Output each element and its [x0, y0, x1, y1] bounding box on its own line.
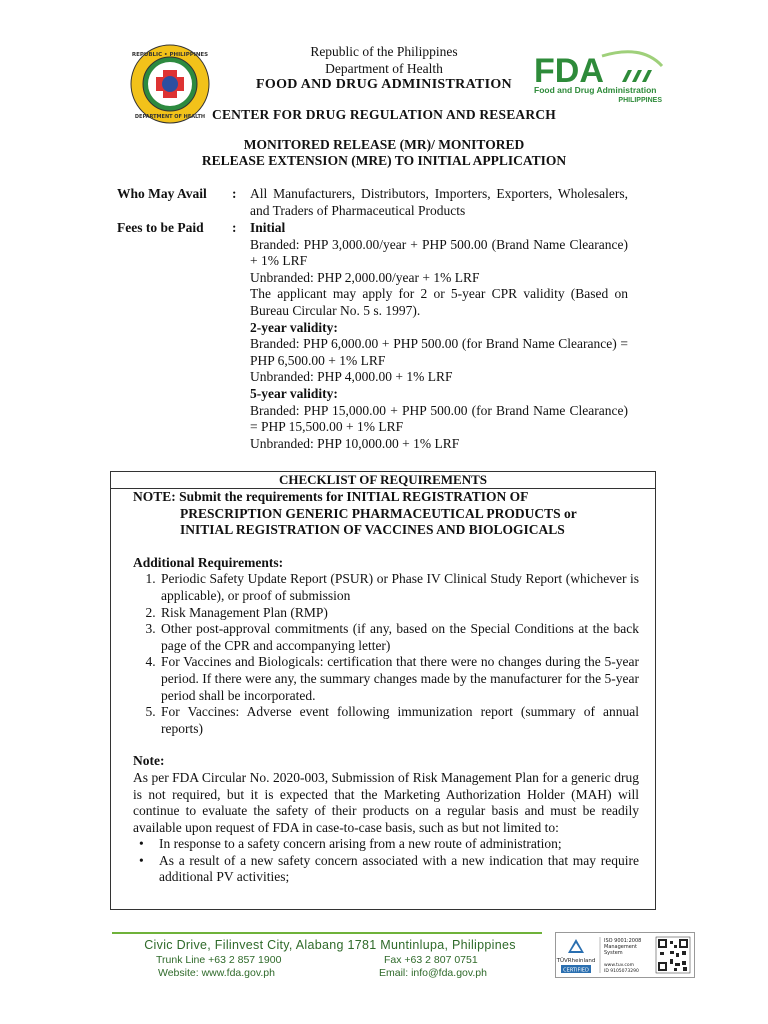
cert-system: System	[604, 950, 623, 956]
iso-certification-badge-icon	[555, 932, 695, 978]
qr-code-icon	[656, 937, 690, 973]
fees-initial-branded: Branded: PHP 3,000.00/year + PHP 500.00 (Brand Name Clearance) + 1% LRF	[250, 236, 628, 269]
document-title-line-1: MONITORED RELEASE (MR)/ MONITORED	[243, 137, 525, 152]
checklist-box	[110, 471, 656, 910]
checklist-note-line-2: PRESCRIPTION GENERIC PHARMACEUTICAL PRODUCTS or	[180, 505, 577, 521]
additional-requirements-heading: Additional Requirements:	[133, 554, 284, 570]
cert-iso: ISO 9001:2008	[604, 938, 642, 944]
cert-body: TÜVRheinland	[556, 958, 596, 964]
fda-logo-name: Food and Drug Administration	[534, 85, 657, 95]
note-bullet-list	[133, 836, 639, 886]
list-item: 4. For Vaccines and Biologicals: certification that there were no changes during the 5-year period. If there were any, the summary changes made by the manufacturer for the 5-year period shall be incorporated.	[159, 654, 639, 704]
seal-ring-bottom: DEPARTMENT OF HEALTH	[134, 114, 206, 120]
seal-ring-top: REPUBLIC • PHILIPPINES	[131, 52, 209, 58]
footer-fax: Fax +63 2 807 0751	[384, 954, 478, 966]
fees-label: Fees to be Paid	[117, 220, 204, 235]
checklist-main-note	[133, 489, 639, 539]
checklist-note-line-1: NOTE: Submit the requirements for INITIAL REGISTRATION OF	[133, 489, 529, 504]
footer-trunk-line: Trunk Line +63 2 857 1900	[156, 954, 282, 966]
fda-logo-country: PHILIPPINES	[618, 97, 662, 104]
list-item: 3. Other post-approval commitments (if any, based on the Special Conditions at the back page of the CPR and accompanying letter)	[159, 621, 639, 654]
footer-address: Civic Drive, Filinvest City, Alabang 1781 Muntinlupa, Philippines	[144, 938, 516, 952]
document-title-line-2: RELEASE EXTENSION (MRE) TO INITIAL APPLICATION	[201, 153, 567, 168]
footer-divider	[112, 932, 542, 934]
list-item: • In response to a safety concern arising from a new route of administration;	[159, 836, 639, 853]
cert-url: www.tuv.com	[604, 963, 635, 968]
fees-value	[250, 220, 628, 452]
list-item: 5. For Vaccines: Adverse event following immunization report (summary of annual reports)	[159, 704, 639, 737]
header-agency: FOOD AND DRUG ADMINISTRATION	[256, 77, 512, 92]
fees-colon: :	[232, 220, 237, 235]
header-department: Department of Health	[325, 61, 443, 76]
fees-initial-unbranded: Unbranded: PHP 2,000.00/year + 1% LRF	[250, 269, 480, 285]
cert-id: ID 9105073290	[604, 969, 639, 974]
checklist-heading: CHECKLIST OF REQUIREMENTS	[111, 472, 655, 489]
fees-two-year-unbranded: Unbranded: PHP 4,000.00 + 1% LRF	[250, 369, 453, 385]
list-item: 1. Periodic Safety Update Report (PSUR) or Phase IV Clinical Study Report (whichever is applicable), or proof of submission	[159, 571, 639, 604]
who-may-avail-value	[250, 186, 628, 219]
note-heading: Note:	[133, 753, 165, 769]
header-republic: Republic of the Philippines	[310, 44, 458, 59]
header-center: CENTER FOR DRUG REGULATION AND RESEARCH	[212, 107, 556, 122]
list-item: 2. Risk Management Plan (RMP)	[159, 605, 639, 622]
fees-validity-note: The applicant may apply for 2 or 5-year CPR validity (Based on Bureau Circular No. 5 s. 1997).	[250, 286, 628, 318]
fees-five-year-unbranded: Unbranded: PHP 10,000.00 + 1% LRF	[250, 435, 460, 451]
list-item: • As a result of a new safety concern associated with a new indication that may require additional PV activities;	[159, 853, 639, 886]
who-may-avail-label: Who May Avail	[117, 186, 207, 201]
footer-website: Website: www.fda.gov.ph	[158, 967, 275, 979]
fees-two-year-branded: Branded: PHP 6,000.00 + PHP 500.00 (for Brand Name Clearance) = PHP 6,500.00 + 1% LRF	[250, 336, 628, 368]
fda-logo-mark: FDA	[534, 52, 604, 90]
fees-five-year-branded: Branded: PHP 15,000.00 + PHP 500.00 (for Brand Name Clearance) = PHP 15,500.00 + 1% LRF	[250, 402, 628, 435]
footer-email: Email: info@fda.gov.ph	[379, 967, 487, 979]
who-may-avail-colon: :	[232, 186, 237, 201]
who-may-avail-text: All Manufacturers, Distributors, Importers, Exporters, Wholesalers, and Traders of Pharmaceutical Products	[250, 186, 628, 218]
note-paragraph: As per FDA Circular No. 2020-003, Submission of Risk Management Plan for a generic drug is not required, but it is expected that the Marketing Authorization Holder (MAH) will continue to evaluate the safety of their products on a regular basis and must be readily available upon request of FDA in case-to-case basis, such as but not limited to:	[133, 769, 639, 835]
fees-five-year-heading: 5-year validity:	[250, 385, 338, 401]
cert-status: CERTIFIED	[563, 967, 589, 974]
fees-two-year-heading: 2-year validity:	[250, 319, 338, 335]
fees-initial-heading: Initial	[250, 220, 286, 235]
cert-management: Management	[604, 944, 637, 950]
checklist-body	[133, 489, 639, 886]
requirements-list	[133, 571, 639, 737]
checklist-note-line-3: INITIAL REGISTRATION OF VACCINES AND BIOLOGICALS	[180, 522, 565, 538]
